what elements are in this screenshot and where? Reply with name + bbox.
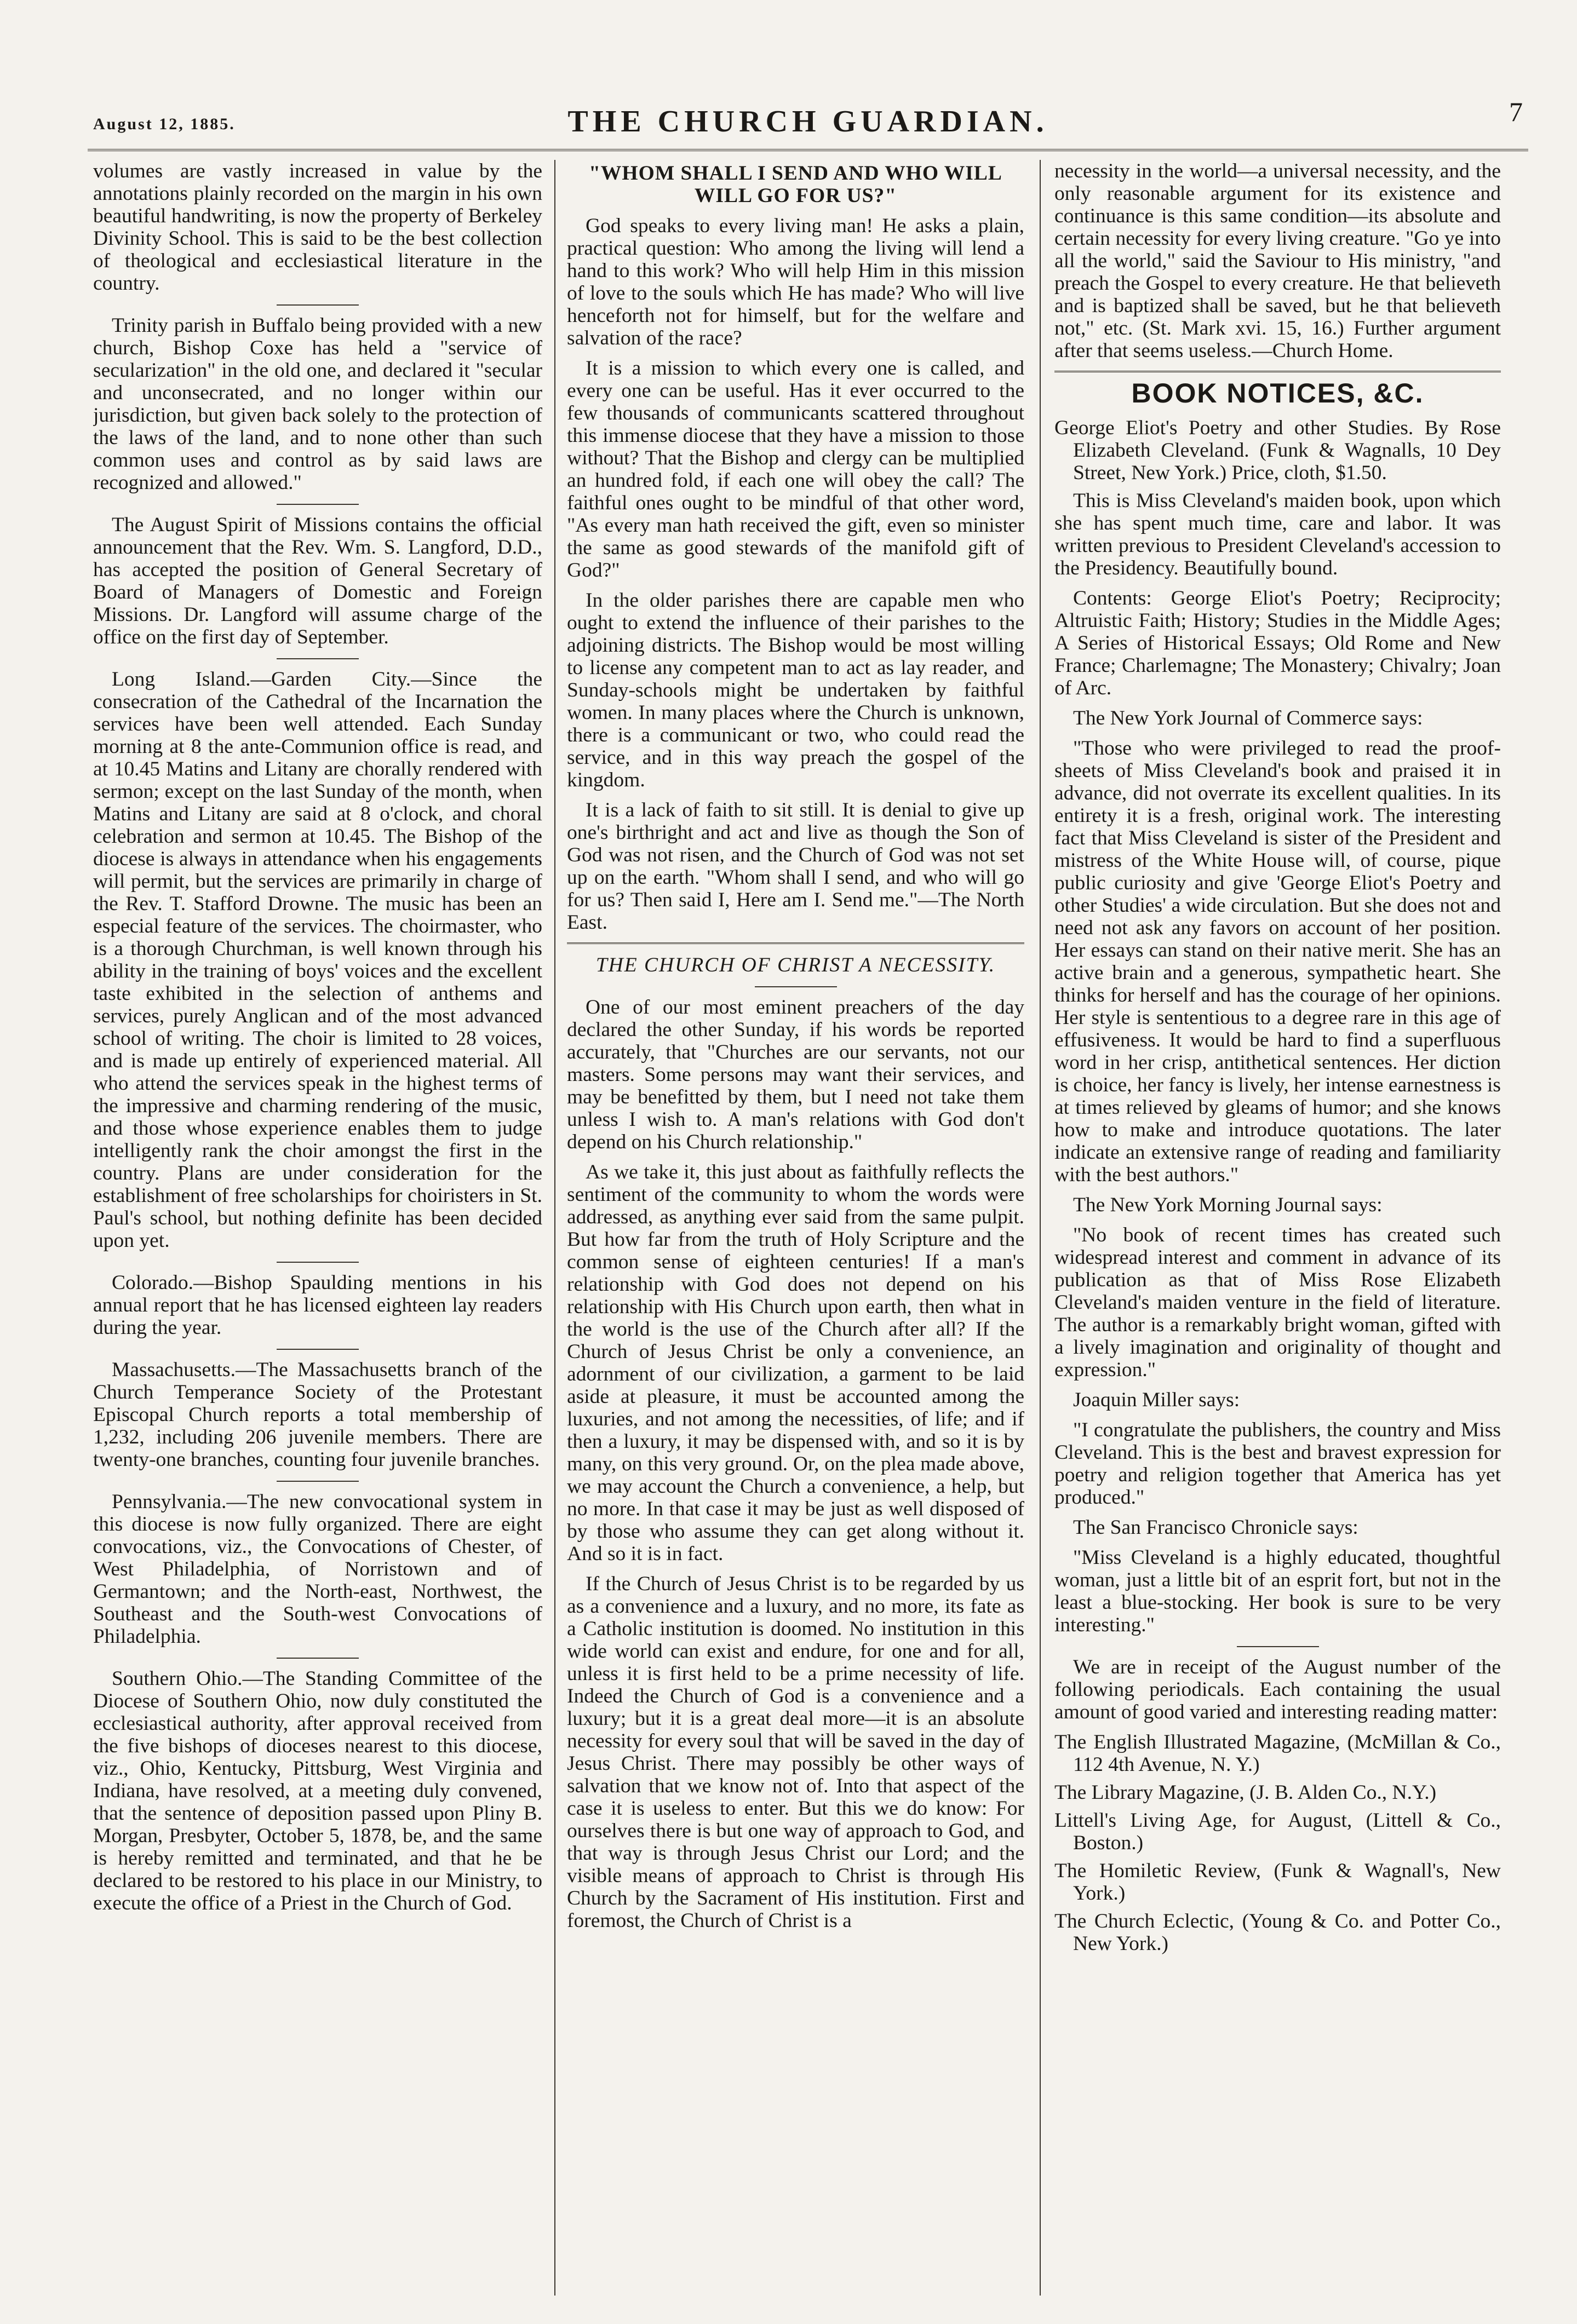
article-paragraph: Pennsylvania.—The new convocational system in this diocese is now fully organized. There are eight convocations, viz., the Convocations of Chester, of West Philadelphia, of Norristown and of Germantown; and the North-east, Northwest, the Southeast and the South-west Convocations of Philadelphia. [93,1491,542,1648]
separator [277,504,359,505]
article-paragraph: Long Island.—Garden City.—Since the consecration of the Cathedral of the Incarnation the services have been well attended. Each Sunday morning at 8 the ante-Communion office is read, and at 10.45 Matins and Litany are chorally rendered with sermon; except on the last Sunday of the month, when Matins and Litany are said at 8 o'clock, and choral celebration and sermon at 10.45. The Bishop of the diocese is always in attendance when his engagements will permit, but the services are primarily in charge of the Rev. T. Stafford Drowne. The music has been an especial feature of the services. The choirmaster, who is a thorough Churchman, is well known through his ability in the training of boys' voices and the excellent taste exhibited in the selection of anthems and services, purely Anglican and of the most advanced school of writing. The choir is limited to 28 voices, and is made up entirely of experienced material. All who attend the services speak in the highest terms of the impressive and charming rendering of the music, and those whose experience enables them to judge intelligently rank the choir amongst the first in the country. Plans are under consideration for the establishment of free scholarships for choiristers in St. Paul's school, but nothing definite has been decided upon yet. [93,668,542,1252]
periodical-item: The Library Magazine, (J. B. Alden Co., N.Y.) [1054,1781,1437,1804]
periodical-item: The Homiletic Review, (Funk & Wagnall's, New York.) [1054,1860,1501,1905]
article-paragraph: Trinity parish in Buffalo being provided with a new church, Bishop Coxe has held a "service of secularization" in the old one, and declared it "secular and unconsecrated, and no longer within our jurisdiction, but given back solely to the protection of the laws of the land, and to none other than such common uses and control as by said laws are recognized and allowed." [93,314,542,494]
separator [277,1262,359,1263]
newspaper-title: THE CHURCH GUARDIAN. [567,105,1048,139]
article-paragraph: volumes are vastly increased in value by the annotations plainly recorded on the margin in his own beautiful handwriting, is now the property of Berkeley Divinity School. This is said to be the best collection of theological and ecclesiastical literature in the country. [93,160,542,295]
review-paragraph: Joaquin Miller says: [1073,1389,1240,1411]
book-title: George Eliot's Poetry and other Studies. By Rose Elizabeth Cleveland. (Funk & Wagnalls, 10 Dey Street, New York.) Price, cloth, $1.50. [1054,417,1501,484]
page-number: 7 [1509,96,1523,127]
separator [277,1658,359,1659]
review-paragraph: Contents: George Eliot's Poetry; Reciprocity; Altruistic Faith; History; Studies in the Middle Ages; A Series of Historical Essays; Old Rome and New France; Charlemagne; The Monastery; Chivalry; Joan of Arc. [1054,587,1501,699]
article-paragraph: It is a lack of faith to sit still. It is denial to give up one's birthright and act and live as though the Son of God was not risen, and the Church of God was not set up on the earth. "Whom shall I send, and who will go for us? Then said I, Here am I. Send me."—The North East. [567,799,1024,934]
article-paragraph: As we take it, this just about as faithfully reflects the sentiment of the community to whom the words were addressed, as anything ever said from the same pulpit. But how far from the truth of Holy Scripture and the common sense of eighteen centuries! If a man's relationship with God does not depend on his relationship with His Church upon earth, then what in the world is the use of the Church after all? If the Church of Jesus Christ be only a convenience, an adornment of our civilization, a garment to be laid aside at pleasure, it must be accounted among the luxuries, and not among the necessities, of life; and if then a luxury, it may be dispensed with, and so it is by many, on this very ground. Or, on the plea made above, we may account the Church a convenience, a help, but no more. In that case it may be just as well disposed of by those who assume they can get along without it. And so it is in fact. [567,1161,1024,1565]
column-divider [1040,160,1041,2296]
separator [277,304,359,306]
section-rule [567,942,1024,944]
article-paragraph: God speaks to every living man! He asks a plain, practical question: Who among the living will lend a hand to this work? Who will help Him in this mission of love to the souls which He has made? Who will live henceforth not for himself, but for the welfare and salvation of the race? [567,215,1024,349]
column-divider [554,160,555,2296]
separator [277,1481,359,1482]
periodical-item: The Church Eclectic, (Young & Co. and Potter Co., New York.) [1054,1910,1501,1955]
review-paragraph: The San Francisco Chronicle says: [1073,1516,1358,1539]
section-rule [1054,371,1501,372]
separator [277,1349,359,1350]
article-paragraph: Southern Ohio.—The Standing Committee of the Diocese of Southern Ohio, now duly constituted the ecclesiastical authority, after approval received from the five bishops of dioceses nearest to this diocese, viz., Ohio, Kentucky, Pittsburg, West Virginia and Indiana, have resolved, at a meeting duly convened, that the sentence of deposition passed upon Pliny B. Morgan, Presbyter, October 5, 1878, be, and the same is hereby remitted and terminated, and that he be declared to be restored to his place in our Ministry, to execute the office of a Priest in the Church of God. [93,1667,542,1914]
separator [277,658,359,659]
article-headline: "WHOM SHALL I SEND AND WHO WILL WILL GO FOR US?" [589,162,1002,207]
review-paragraph: The New York Journal of Commerce says: [1073,707,1423,729]
separator [755,986,837,987]
review-quote: "I congratulate the publishers, the country and Miss Cleveland. This is the best and bravest expression for poetry and religion together that America has yet produced." [1054,1419,1501,1509]
article-paragraph: In the older parishes there are capable men who ought to extend the influence of their parishes to the adjoining districts. The Bishop would be most willing to license any competent man to act as lay reader, and Sunday-schools might be undertaken by faithful women. In many places where the Church is unknown, there is a communicant or two, who could read the service, and in this way preach the gospel of the kingdom. [567,589,1024,791]
column-2 [567,160,1024,2296]
article-paragraph: The August Spirit of Missions contains the official announcement that the Rev. Wm. S. Langford, D.D., has accepted the position of General Secretary of Board of Managers of Domestic and Foreign Missions. Dr. Langford will assume charge of the office on the first day of September. [93,514,542,648]
periodical-item: The English Illustrated Magazine, (McMillan & Co., 112 4th Avenue, N. Y.) [1054,1731,1501,1776]
review-quote: "No book of recent times has created such widespread interest and comment in advance of its publication as that of Miss Rose Elizabeth Cleveland's maiden venture in the field of literature. The author is a remarkably bright woman, gifted with a lively imagination and originality of thought and expression." [1054,1224,1501,1381]
article-paragraph: Massachusetts.—The Massachusetts branch of the Church Temperance Society of the Protestant Episcopal Church reports a total membership of 1,232, including 206 juvenile members. There are twenty-one branches, counting four juvenile branches. [93,1359,542,1471]
column-1 [93,160,542,2296]
article-paragraph: If the Church of Jesus Christ is to be regarded by us as a convenience and a luxury, and no more, its fate as a Catholic institution is doomed. No institution in this wide world can exist and endure, for one and for all, unless it is first held to be a prime necessity of life. Indeed the Church of God is a convenience and a luxury; but it is a great deal more—it is an absolute necessity for every soul that will be saved in the day of Jesus Christ. There may possibly be other ways of salvation that we know not of. Into that aspect of the case it is useless to enter. But this we do know: For ourselves there is but one way of approach to God, and that way is through Jesus Christ our Lord; and the visible means of approach to Christ is through His Church by the Sacrament of His institution. First and foremost, the Church of Christ is a [567,1573,1024,1932]
masthead [88,71,1528,139]
article-paragraph: Colorado.—Bishop Spaulding mentions in his annual report that he has licensed eighteen lay readers during the year. [93,1272,542,1339]
article-headline: THE CHURCH OF CHRIST A NECESSITY. [595,954,996,976]
article-paragraph: One of our most eminent preachers of the day declared the other Sunday, if his words be reported accurately, that "Churches are our servants, not our masters. Some persons may want their services, and may be benefitted by them, but I need not take them unless I wish to. A man's relations with God don't depend on his Church relationship." [567,996,1024,1153]
article-paragraph: It is a mission to which every one is called, and every one can be useful. Has it ever occurred to the few thousands of communicants scattered throughout this immense diocese that they have a mission to those without? That the Bishop and clergy can be multiplied an hundred fold, if each one will obey the call? The faithful ones ought to be mindful of that other word, "As every man hath received the gift, even so minister the same as good stewards of the manifold gift of God?" [567,357,1024,582]
review-quote: "Those who were privileged to read the proof-sheets of Miss Cleveland's book and praised it in advance, did not overrate its excellent qualities. In its entirety it is a fresh, original work. The interesting fact that Miss Cleveland is sister of the President and mistress of the White House will, of course, pique public curiosity and give 'George Eliot's Poetry and other Studies' a wide circulation. But she does not and need not ask any favors on account of her position. Her essays can stand on their native merit. She has an active brain and a generous, sympathetic heart. She thinks for herself and has the courage of her opinions. Her style is sententious to a degree rare in this age of effusiveness. It would be hard to find a superfluous word in her crisp, antithetical sentences. Her diction is choice, her fancy is lively, her intense earnestness is at times relieved by gleams of humor; and she knows how to make and introduce quotations. The later indicate an extensive range of reading and familiarity with the best authors." [1054,737,1501,1186]
book-notices-heading: BOOK NOTICES, &C. [1131,378,1424,409]
issue-date: August 12, 1885. [93,115,236,133]
review-paragraph: This is Miss Cleveland's maiden book, upon which she has spent much time, care and labor. It was written previous to President Cleveland's accession to the Presidency. Beautifully bound. [1054,490,1501,579]
review-paragraph: The New York Morning Journal says: [1073,1194,1383,1216]
column-3 [1054,160,1501,2296]
masthead-rule [88,149,1528,151]
article-paragraph: necessity in the world—a universal necessity, and the only reasonable argument for its existence and continuance is this same condition—its absolute and certain necessity for every living creature. "Go ye into all the world," said the Saviour to His ministry, "and preach the Gospel to every creature. He that believeth and is baptized shall be saved, but he that believeth not," etc. (St. Mark xvi. 15, 16.) Further argument after that seems useless.—Church Home. [1054,160,1501,362]
periodical-item: Littell's Living Age, for August, (Littell & Co., Boston.) [1054,1809,1501,1854]
periodicals-intro: We are in receipt of the August number of the following periodicals. Each containing the usual amount of good varied and interesting reading matter: [1054,1656,1501,1723]
separator [1237,1646,1319,1647]
review-quote: "Miss Cleveland is a highly educated, thoughtful woman, just a little bit of an esprit fort, but not in the least a blue-stocking. Her book is sure to be very interesting." [1054,1546,1501,1636]
